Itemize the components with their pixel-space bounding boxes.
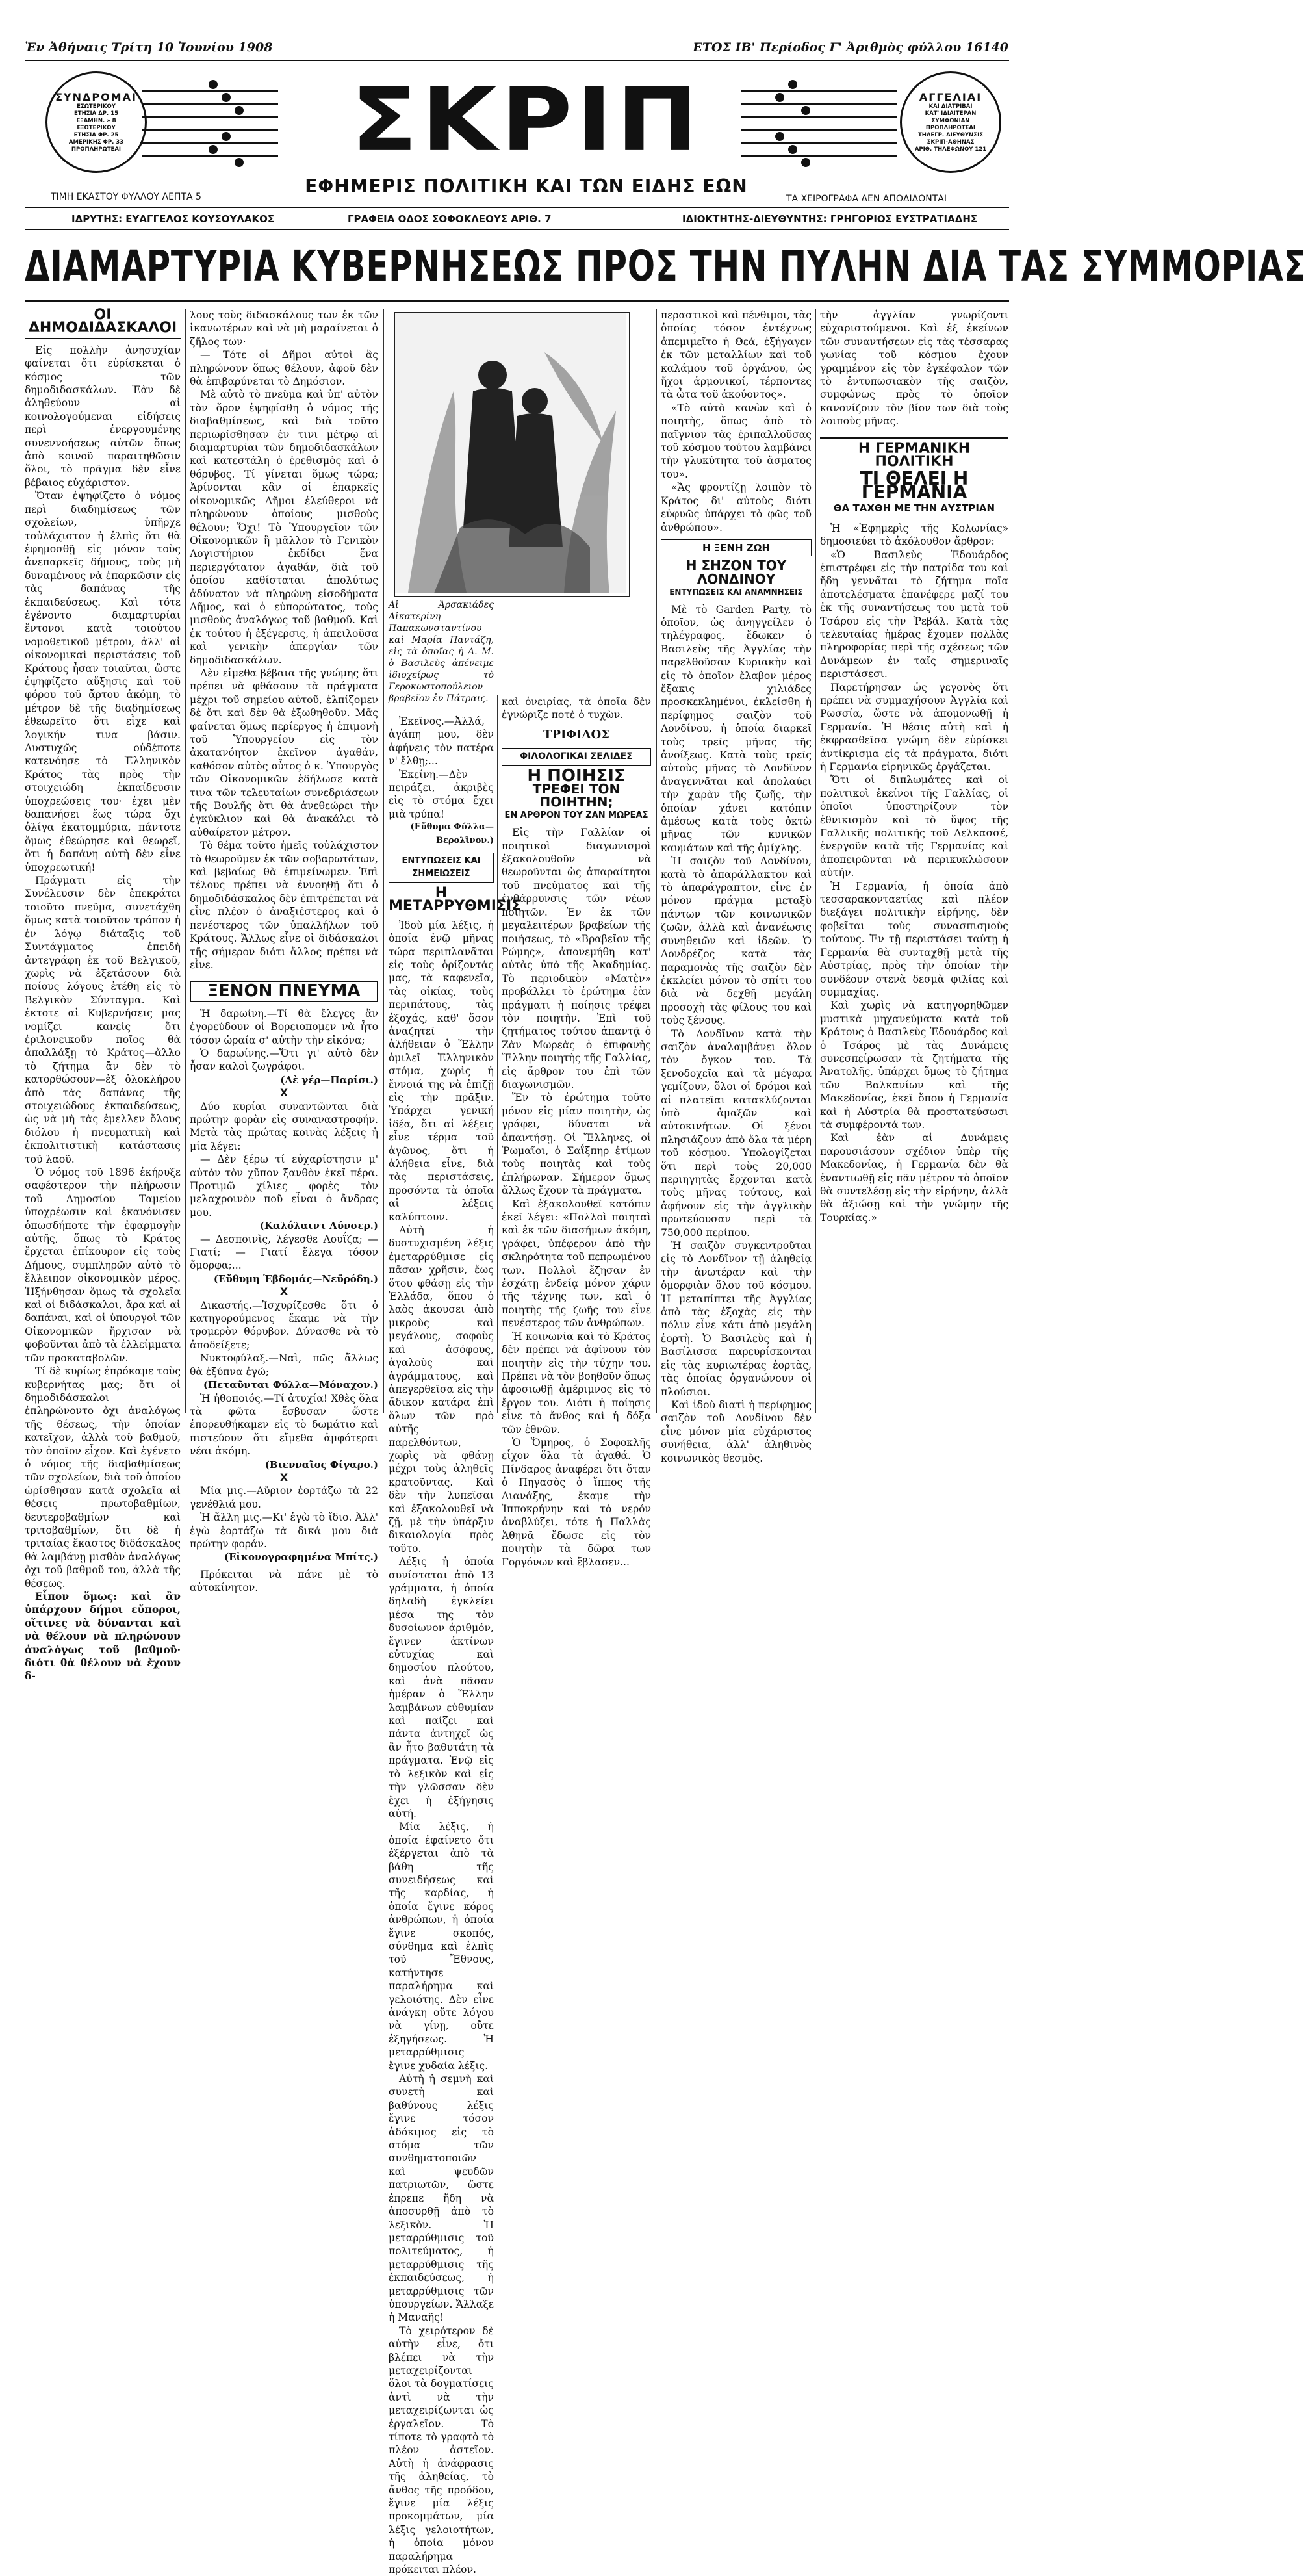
- advertisements-title: ΑΓΓΕΛΙΑΙ: [919, 91, 982, 103]
- badge-line: ΣΚΡΙΠ-ΑΘΗΝΑΣ: [927, 139, 975, 146]
- london-title: Η ΣΗΖΟΝ ΤΟΥ ΛΟΝΔΙΝΟΥ: [685, 558, 787, 587]
- owner-line: ΙΔΙΟΚΤΗΤΗΣ-ΔΙΕΥΘΥΝΤΗΣ: ΓΡΗΓΟΡΙΟΣ ΕΥΣΤΡΑΤΙΑΔΗΣ: [682, 213, 978, 225]
- paragraph: Εἰς τὴν Γαλλίαν οἱ ποιητικοὶ διαγωνισμοὶ ἐξακολουθοῦν νὰ θεωροῦνται ὡς ἀπαραίτητοι τοῦ πνεύματος καὶ τῆς ἐνθάρρυνσις τῶν νέων ποιητῶν. Ἐν ἐκ τῶν μεγαλειτέρων βραβείων τῆς ποιήσεως, τὸ «Βραβεῖον τῆς Ρώμης», ἀπονεμήθη κατ' αὐτὰς ὑπὸ τῆς Ἀκαδημίας. Τὸ περιοδικὸν «Ματὲν» προβάλλει τὸ ἐρώτημα ἐὰν πράγματι ἡ ποίησις τρέφει τὸν ποιητὴν. Ἐπὶ τοῦ ζητήματος τούτου ἀπαντᾷ ὁ Ζὰν Μωρεὰς ὁ ἐπιφανὴς Ἕλλην ποιητὴς τῆς Γαλλίας, εἰς ἄρθρον του ἐπὶ τῶν διαγωνισμῶν.: [502, 827, 651, 1090]
- paragraph: Μὲ τὸ Garden Party, τὸ ὁποῖον, ὡς ἀνηγγείλεν ὁ τηλέγραφος, ἔδωκεν ὁ Βασιλεὺς τῆς Ἀγγλίας τὴν παρελθοῦσαν Κυριακὴν καὶ εἰς τὸ ὁποῖον ἔλαβον μέρος ἕξακις χιλιάδες προσκεκλημένοι, ἐκλείσθη ἡ περίφημος σαιζὸν τοῦ Λονδίνου, ἡ ὁποία διαρκεῖ τοὺς τρεῖς μῆνας τῆς ἀνοίξεως. Κατὰ τοὺς τρεῖς αὐτοὺς μῆνας τὸ Λονδῖνον ἀναγεννᾶται καὶ ἀπολαύει τὴν χαρὰν τῆς ζωῆς, τὴν ὁποίαν χάνει κατόπιν ἀμέσως κατὰ τοὺς ὀκτὼ μῆνας τῶν κυνικῶν καυμάτων καὶ τῆς ὀμίχλης.: [661, 603, 812, 854]
- paragraph: Παρετήρησαν ὡς γεγονὸς ὅτι πρέπει νὰ συμμαχήσουν Ἀγγλία καὶ Ρωσσία, ὥστε νὰ ἀπομονωθῇ ἡ Γερμανία. Ἡ θέσις αὐτὴ καὶ ἡ ἐκφρασθεῖσα γνώμη δὲν εὑρίσκει ἀντίκρισμα εἰς τὰ πράγματα, διότι ἡ Γερμανία εἰρηνικῶς ἐργάζεται.: [820, 681, 1008, 773]
- poetry-subtitle: ΤΡΕΦΕΙ ΤΟΝ ΠΟΙΗΤΗΝ;: [532, 781, 621, 810]
- founder-line: ΙΔΡΥΤΗΣ: ΕΥΑΓΓΕΛΟΣ ΚΟΥΣΟΥΛΑΚΟΣ: [71, 213, 275, 225]
- masthead-title: ΣΚΡΙΠ: [351, 69, 702, 172]
- joke-source: (Βιενναῖος Φίγαρο.): [264, 1458, 378, 1471]
- article-title: ΟΙ ΔΗΜΟΔΙΔΑΣΚΑΛΟΙ: [25, 309, 181, 339]
- foreign-wit-title: ΞΕΝΟΝ ΠΝΕΥΜΑ: [190, 981, 378, 1001]
- reform-title: Η ΜΕΤΑΡΡΥΘΜΙΣΙΣ: [389, 884, 522, 915]
- paragraph: Ἡ Γερμανία, ἡ ὁποία ἀπὸ τεσσαρακονταετίας καὶ πλέον διεξάγει πολιτικὴν εἰρήνης, δὲν φοβεῖται τοὺς συνασπισμοὺς τούτους. Ἐν τῇ περιστάσει ταύτῃ ἡ Γερμανία θὰ συνταχθῇ μετὰ τῆς Αὐστρίας, πρὸς τὴν ὁποίαν τὴν συνδέουν στενὰ δεσμὰ φιλίας καὶ συμμαχίας.: [820, 880, 1008, 998]
- paragraph: Πράγματι εἰς τὴν Συνέλευσιν δὲν ἐπεκράτει τοιοῦτο πνεῦμα, συνετάχθη ὅμως κατὰ τοιοῦτον τρόπον ἡ ἐν λόγῳ διάταξις τοῦ Συντάγματος ἐπειδὴ ἀντεγράφη ἐκ τοῦ Βελγικοῦ, χωρὶς νὰ ἐξετάσουν διὰ ποίους λόγους ἐτέθη εἰς τὸ Βελγικὸν Σύνταγμα. Καὶ ἐκτοτε αἱ Κυβερνήσεις μας νομίζει κανεὶς ὅτι ἐριλονεικοῦν ποῖος θὰ ἀπαλλάξῃ τὸ Κράτος—ἄλλο τὸ ζήτημα ἂν δὲν τὸ κατορθώσουν—ἐξ ὁλοκλήρου ἀπὸ τὰς δαπάνας τῆς στοιχειώδους ἐκπαιδεύσεως, ὡς νὰ μὴ τὰς ἐμελλεν ὅλους διόλου ἡ πνευματικὴ καὶ ἐκπολιτιστικὴ κατάστασις τοῦ λαοῦ.: [25, 875, 181, 1165]
- badge-line: ΠΡΟΠΛΗΡΩΤΕΑΙ: [71, 146, 122, 153]
- paragraph: περαστικοὶ καὶ πένθιμοι, τὰς ὁποίας τόσον ἐντέχνως ἀπεμιμεῖτο ἡ Θεά, ἐξήγαγεν ἐκ τῶν μεταλλίων καὶ τοῦ καλάμου τοῦ ὀργάνου, ὡς ἤχοι ἁρμονικοί, τέρποντες τὰ ὦτα τοῦ ἀκούοντος».: [661, 309, 812, 401]
- joke-source: (Πεταῦνται Φύλλα—Μόναχον.): [203, 1379, 378, 1391]
- signature: ΤΡΙΦΙΛΟΣ: [543, 727, 609, 741]
- badge-line: ΠΡΟΠΛΗΡΩΤΕΑΙ: [925, 125, 976, 131]
- portrait-figures-icon: [395, 313, 626, 593]
- paragraph: Καὶ ἰδοὺ διατὶ ἡ περίφημος σαιζὸν τοῦ Λονδίνου δὲν εἶνε μόνον μία εὐχάριστος συνήθεια, ἀλλ' ἀληθινὸς κοινωνικὸς θεσμὸς.: [661, 1398, 812, 1464]
- joke: Νυκτοφύλαξ.—Ναὶ, πῶς ἄλλως θὰ ἐξύπνα ἐγώ;: [190, 1352, 378, 1378]
- paragraph: Εἶπον ὅμως: καὶ ἂν ὑπάρχουν δήμοι εὔποροι, οἵτινες νὰ δύνανται καὶ νὰ θέλουν νὰ πληρώνουν ἀναλόγως τοῦ βαθμοῦ· διότι θὰ θέλουν νὰ ἔχουν δ-: [25, 1590, 181, 1682]
- joke: Ἡ ἡθοποιός.—Τί ἀτυχία! Χθὲς ὅλα τὰ φῶτα ἔσβυσαν ὥστε ἐπορευθήκαμεν εἰς τὸ δωμάτιο καὶ πιστεύουν ὅτι εἴμεθα ἀμφότεραι νέαι ἀκόμη.: [190, 1392, 378, 1458]
- joke-source: (Εἰκονογραφημένα Μπίτς.): [224, 1551, 378, 1564]
- dialog-line: Ἐκείνη.—Δὲν πειράζει, ἀκριβὲς εἰς τὸ στόμα ἔχει μιὰ τρύπα!: [389, 768, 494, 820]
- headline-rule: [25, 300, 1009, 302]
- dialog-source: (Εὔθυμα Φύλλα—Βερολῖνον.): [410, 822, 494, 845]
- german-policy-title: Η ΓΕΡΜΑΝΙΚΗ ΠΟΛΙΤΙΚΗ: [820, 437, 1008, 469]
- article-teachers-continued: [190, 309, 378, 1594]
- column-divider: [185, 309, 186, 1413]
- german-policy-article: [820, 309, 1008, 1413]
- masthead-subtitle: ΕΦΗΜΕΡΙΣ ΠΟΛΙΤΙΚΗ ΚΑΙ ΤΩΝ ΕΙΔΗΣ ΕΩΝ: [305, 175, 748, 197]
- column-divider: [815, 309, 816, 1413]
- manuscripts-note: ΤΑ ΧΕΙΡΟΓΡΑΦΑ ΔΕΝ ΑΠΟΔΙΔΟΝΤΑΙ: [786, 194, 947, 204]
- joke: Μία μις.—Αὔριον ἑορτάζω τὰ 22 γενέθλιά μου.: [190, 1485, 378, 1510]
- reform-article: [389, 599, 522, 2576]
- paragraph: «Ὁ Βασιλεὺς Ἐδουάρδος ἐπιστρέφει εἰς τὴν πατρίδα του καὶ ἤδη γεννᾶται τὸ ζήτημα ποῖα ἀποτελέσματα ἐπανέφερε μαζί του ἐκ τῆς συναντήσεως του μετὰ τοῦ Τσάρου εἰς τὴν Ῥεβάλ. Κατὰ τὰς τελευταίας ἡμέρας ἔχομεν πολλὰς πληροφορίας περὶ τῆς σχέσεως τῶν Δυνάμεων ἐν ταῖς σημεριναῖς περιστάσεσι.: [820, 548, 1008, 680]
- poetry-article: [502, 695, 651, 1568]
- badge-line: ΕΤΗΣΙΑ ΔΡ. 15: [73, 110, 119, 117]
- separator-x: X: [279, 1471, 288, 1484]
- paragraph: «Ἄς φροντίζῃ λοιπὸν τὸ Κράτος δι' αὐτοὺς διότι εὐφυῶς ὑπάρχει τὸ φῶς τοῦ ἀνθρώπου».: [661, 482, 812, 534]
- paragraph: — Τότε οἱ Δῆμοι αὐτοὶ ἂς πληρώνουν ὅπως θέλουν, ἀφοῦ δὲν θὰ ἐπιβαρύνεται τὸ Δημόσιον.: [190, 349, 378, 388]
- london-article: [661, 309, 812, 1464]
- joke: Ἡ δαρωίνη.—Τί θὰ ἔλεγες ἂν ἐγορεύδουν οἱ Βορειοπομεν νὰ ἦτο τόσον ὡραία σ' αὐτὴν τὴν εἰκόνα;: [190, 1007, 378, 1046]
- joke: — Δὲν ξέρω τί εὐχαρίστησιν μ' αὐτὸν τὸν χῦπον ξανθὸν ἐκεῖ πέρα. Προτιμῶ χίλιες φορὲς τὸν μελαχροινὸν ποῦ εἶναι ὁ ἄνδρας μου.: [190, 1153, 378, 1218]
- paragraph: Λέξις ἡ ὁποία συνίσταται ἀπὸ 13 γράμματα, ἡ ὁποία δηλαδὴ ἐγκλείει μέσα της τὸν δυσοίωνον ἀριθμόν, ἔγινεν ἀκτίνων εὐτυχίας καὶ δημοσίου πλούτου, καὶ ἀνὰ πᾶσαν ἡμέραν ὁ Ἕλλην λαμβάνων εὐθυμίαν καὶ παίζει καὶ πάντα ἀντηχεῖ ὡς ἂν ἦτο βαθυτάτη τὰ πράγματα. Ἐνῷ εἰς τὸ λεξικὸν καὶ εἰς τὴν γλῶσσαν δὲν ἔχει ἡ ἐξήγησις αὐτή.: [389, 1556, 494, 1820]
- poetry-title: Η ΠΟΙΗΣΙΣ: [527, 766, 626, 786]
- separator-x: X: [279, 1087, 288, 1100]
- separator-x: X: [279, 1286, 288, 1298]
- badge-line: ΕΣΩΤΕΡΙΚΟΥ: [77, 103, 116, 110]
- badge-line: ΚΑΤ' ΙΔΙΑΙΤΕΡΑΝ: [925, 110, 977, 117]
- joke-source: (Δὲ γέρ—Παρίσι.): [280, 1074, 378, 1086]
- paragraph: Ὁ νόμος τοῦ 1896 ἐκήρυξε σαφέστερον τὴν πλήρωσιν τοῦ Δημοσίου Ταμείου ὑποχρέωσιν καὶ ἐκανόνισεν ὁπωσδήποτε τὴν ἐφαρμογὴν αὐτῆς, ὅπως τὸ Κράτος ἔρχεται ἐπίκουρον εἰς τοὺς Δήμους, συμπληρῶν αὐτὸ τὸ ἔλλειπον οἰκονομικὸν μέρος. Ἠξήνθησαν ὅμως τὰ σχολεῖα καὶ οἱ διδάσκαλοι, ἄρα καὶ αἱ δαπάναι, καὶ οἱ ὑπουργοὶ τῶν Οἰκονομικῶν ἤρχισαν νὰ φοβοῦνται ἀπὸ τὰ ἐλλείμματα τῶν προκαταβολῶν.: [25, 1166, 181, 1364]
- german-policy-byline: ΘΑ ΤΑΧΘΗ ΜΕ ΤΗΝ ΑΥΣΤΡΙΑΝ: [833, 502, 995, 515]
- badge-line: ΕΤΗΣΙΑ ΦΡ. 25: [73, 132, 119, 138]
- top-rule: [25, 60, 1009, 61]
- london-subtitle: ΕΝΤΥΠΩΣΕΙΣ ΚΑΙ ΑΝΑΜΝΗΣΕΙΣ: [669, 587, 803, 597]
- paragraph: Μὲ αὐτὸ τὸ πνεῦμα καὶ ὑπ' αὐτὸν τὸν ὅρον ἐψηφίσθη ὁ νόμος τῆς διαβαθμίσεως, καὶ διὰ τοῦτο περιωρίσθησαν ἐν τινι μέτρῳ αἱ διαμαρτυρίαι τῶν δημοδιδασκάλων καὶ κατεστάλη ὁ ἐρεθισμὸς καὶ ὁ θόρυβος. Τί γίνεται ὅμως τώρα; Ἀρίνονται κἂν οἱ ἐπαρκεῖς οἰκονομικῶς Δῆμοι ἐλεύθεροι νὰ πληρώνουν ὁποίους μισθοὺς θέλουν; Ὄχι! Τὸ Ὑπουργεῖον τῶν Οἰκονομικῶν ἢ μᾶλλον τὸ Γενικὸν Λογιστήριον ἐκδίδει ἕνα περιεργότατον ἀγαθάν, διὰ τοῦ ὁποίου καθίσταται ἀπολύτως ἀδύνατον νὰ πληρώνῃ εἰσοδήματα Δῆμος, καὶ ὁ εὐπορώτατος, τοὺς μισθοὺς ἀναλόγως τοῦ βαθμοῦ. Καὶ ἐκ τούτου ἡ ἐξέγερσις, ἡ ἀπειλοῦσα καὶ γενικὴν ἀπεργίαν τῶν δημοδιδασκάλων.: [190, 389, 378, 666]
- issue-line: ΕΤΟΣ ΙΒ' Περίοδος Γ' Ἀριθμὸς φύλλου 16140: [693, 40, 1008, 55]
- paragraph: Ὅταν ἐψηφίζετο ὁ νόμος περὶ διαδημίσεως τῶν σχολείων, ὑπῆρχε τοὐλάχιστον ἡ ἐλπὶς ὅτι θὰ ἐφημοσθῇ εἰς μόνον τοὺς ἀνεπαρκεῖς δήμους, τοὺς μὴ δυναμένους νὰ ἐπαρκῶσιν εἰς τὰς δαπάνας τῆς ἐκπαιδεύσεως. Καὶ τότε ἐγένοντο διαμαρτυρίαι ἔντονοι κατὰ τοιούτου νομοθετικοῦ μέτρου, ἀλλ' αἱ οἰκονομικαὶ περιστάσεις τοῦ Κράτους ἦσαν τοιαῦται, ὥστε ἐψηφίζετο αὔξησις καὶ τοῦ φόρου τοῦ ἄρτου ἀκόμη, τὸ μέτρον δὲ τῆς διαδημίσεως ἐθεωρεῖτο ὅτι εἶχε καὶ λογικήν τινα βάσιν. Δυστυχῶς οὐδέποτε κατενόησε τὸ Ἑλληνικὸν Κράτος τὰς πρὸς τὴν στοιχειώδη ἐκπαίδευσιν ὑποχρεώσεις του· ἐχει μὲν δαπανήσει ἕως τώρα ὄχι ὀλίγα ἑκατομμύρια, πάντοτε ὅμως ἐθεώρησε καὶ θεωρεῖ, ὅτι ἡ δαπάνη αὐτὴ δὲν εἶνε ὑποχρεωτική!: [25, 490, 181, 873]
- badge-line: ΤΗΛΕΓΡ. ΔΙΕΥΘΥΝΣΙΣ: [917, 132, 984, 138]
- badge-line: ΑΜΕΡΙΚΗΣ ΦΡ. 33: [68, 139, 124, 146]
- joke: — Δεσποινὶς, λέγεσθε Λουΐζα; — Γιατί; — Γιατί ἔλεγα τόσον ὄμορφα;...: [190, 1233, 378, 1272]
- literary-box-title: ΦΙΛΟΛΟΓΙΚΑΙ ΣΕΛΙΔΕΣ: [502, 748, 651, 765]
- joke: Ἡ ἄλλη μις.—Κι' ἐγὼ τὸ ἴδιο. Ἀλλ' ἐγὼ ἑορτάζω τὰ δικά μου διὰ πρώτην φοράν.: [190, 1512, 378, 1550]
- paragraph: Εἰς πολλὴν ἀνησυχίαν φαίνεται ὅτι εὑρίσκεται ὁ κόσμος τῶν δημοδιδασκάλων. Ἐὰν δὲ ἀληθεύουν αἱ κοινολογούμεναι εἰδήσεις περὶ ἐνεργουμένης συνεννοήσεως αὐτῶν ὅπως ἀπὸ κοινοῦ παραιτηθῶσιν ὅλοι, τὸ πρᾶγμα δὲν εἶνε βέβαιος εὐχάριστον.: [25, 344, 181, 489]
- joke-source: (Εὔθυμη Ἑβδομάς—Νεϋρόδη.): [213, 1272, 378, 1285]
- paragraph: Ὅτι οἱ διπλωμάτες καὶ οἱ πολιτικοὶ ἐκείνοι τῆς Γαλλίας, οἱ ὁποῖοι ὑποστηρίζουν τὸν ἐθνικισμὸν καὶ τὸ ὕψος τῆς Γαλλικῆς πολιτικῆς τοῦ Δελκασσέ, ἐνεργοῦν κατὰ τῆς Γερμανίας καὶ ἀποπειρῶνται νὰ περικυκλώσουν αὐτήν.: [820, 774, 1008, 879]
- paragraph: Ὁ Ὅμηρος, ὁ Σοφοκλῆς εἶχον ὅλα τὰ ἀγαθά. Ὁ Πίνδαρος ἀναφέρει ὅτι ὅταν ὁ Πηγασὸς ὁ ἵππος τῆς Διανάξης, ἔκαμε τὴν Ἱπποκρήνην καὶ τὸ νερόν ἀναβλύζει, τότε ἡ Παλλὰς Ἀθηνᾶ ἔδωσε εἰς τὸν ποιητὴν τὰ δῶρα των Γοργόνων καὶ ἔβλασεν...: [502, 1436, 651, 1568]
- advertisements-badge: [900, 71, 1001, 173]
- column-divider: [656, 309, 657, 1413]
- joke-source: (Καλόλαιντ Λύνσερ.): [259, 1220, 378, 1232]
- paragraph: Ἡ σαιζὸν συγκεντροῦται εἰς τὸ Λονδῖνον τῇ ἀληθείᾳ τὴν ἀνωτέραν καὶ τὴν ὁμορφιὰν ὅλου τοῦ κόσμου. Ἡ μεταπίπτει τῆς Ἀγγλίας ἀπὸ τὰς ἐξοχὰς εἰς τὴν πόλιν εἶνε κάτι ἀπὸ μεγάλη ἑορτὴ. Ὁ Βασιλεὺς καὶ ἡ Βασίλισσα παρευρίσκονται εἰς τὰς κυριωτέρας ἑορτὰς, τὰς ὁποίας ὀργανώνουν οἱ πλούσιοι.: [661, 1240, 812, 1398]
- paragraph: καὶ ὀνειρίας, τὰ ὁποῖα δὲν ἐγνώριζε ποτὲ ὁ τυχὼν.: [502, 696, 651, 721]
- paragraph: Καὶ ἐὰν αἱ Δυνάμεις παρουσιάσουν σχέδιον ὑπὲρ τῆς Μακεδονίας, ἡ Γερμανία δὲν θὰ ἐναντιωθῇ εἰς πᾶν μέτρον τὸ ὁποῖον θὰ συντελέσῃ εἰς τὴν εἰρήνην, ἀλλὰ θὰ ἀξιώσῃ καὶ τὴν γνώμην τῆς Τουρκίας.»: [820, 1132, 1008, 1224]
- paragraph: λους τοὺς διδασκάλους των ἐκ τῶν ἱκανωτέρων καὶ νὰ μὴ μαραίνεται ὁ ζῆλος των·: [190, 309, 378, 348]
- german-policy-subtitle: ΤΙ ΘΕΛΕΙ Η ΓΕΡΜΑΝΙΑ: [860, 468, 969, 503]
- staff-rule-top: [25, 207, 1009, 208]
- paragraph: Αὐτὴ ἡ σεμνὴ καὶ συνετὴ καὶ βαθύνους λέξις ἔγινε τόσον ἀδόκιμος εἰς τὸ στόμα τῶν συνθηματοποιῶν καὶ ψευδῶν πατριωτῶν, ὥστε ἐπρεπε ἤδη νὰ ἀποσυρθῇ ἀπὸ τὸ λεξικὸν. Ἡ μεταρρύθμισις τοῦ πολιτεύματος, ἡ μεταρρύθμισις τῆς ἐκπαιδεύσεως, ἡ μεταρρύθμισις τῶν ὑπουργείων. Ἄλλαξε ἡ Μαναῆς!: [389, 2073, 494, 2324]
- paragraph: Τὸ θέμα τοῦτο ἡμεῖς τοὐλάχιστον τὸ θεωροῦμεν ἐκ τῶν σοβαρωτάτων, καὶ βεβαίως θὰ ἐπιμείνωμεν. Ἐπὶ τέλους πρέπει νὰ ἐννοηθῇ ὅτι ὁ δημοδιδάσκαλος δὲν ἐπιτρέπεται νὰ εἶνε πλέον ὁ ἀναξιέστερος καὶ ὁ πενέστερος τῶν ὑπαλλήλων τοῦ Κράτους. Ἄλλως εἶνε οἱ διδάσκαλοι τῆς σήμερον διότι ἄλλος πρέπει νὰ εἶνε.: [190, 840, 378, 971]
- staff-rule-bottom: [25, 229, 1009, 230]
- paragraph: «Τὸ αὐτὸ κανὼν καὶ ὁ ποιητὴς, ὅπως ἀπὸ τὸ παῖγνιον τὰς ἐριπαλλοῦσας τοῦ κόσμου τούτου λαμβάνει τὴν γλυκύτητα τοῦ ἄσματος του».: [661, 402, 812, 480]
- column-divider: [497, 695, 498, 1413]
- paragraph: Ἰδοὺ μία λέξις, ἡ ὁποία ἐνῷ μῆνας τώρα περιπλανᾶται εἰς τοὺς ὁρίζοντάς μας, τὰ καφενεῖα, τὰς οἰκίας, τοὺς περιπάτους, τὰς ἐξοχάς, καθ' ὅσον ἀναζητεῖ τὴν ἀλήθειαν ὁ Ἕλλην ὁμιλεῖ Ἑλληνικὸν στόμα, χωρὶς ἡ ἔννοιά της νὰ ἐπιζῇ εἰς τὴν πρᾶξιν. Ὑπάρχει γενική ἰδέα, ὅτι αἱ λέξεις εἶνε τέρμα τοῦ ἀγῶνος, ὅτι ἡ ἀλήθεια εἶνε, διὰ τὰς περιστάσεις, προσόντα τὰ ὁποῖα αἱ λέξεις καλύπτουν.: [389, 919, 494, 1223]
- paragraph: Ἡ «Ἐφημερὶς τῆς Κολωνίας» δημοσιεύει τὸ ἀκόλουθον ἄρθρον:: [820, 522, 1008, 548]
- joke: Ὁ δαρωίνης.—Ὅτι γι' αὐτὸ δὲν ἦσαν καλοὶ ζωγράφοι.: [190, 1047, 378, 1073]
- paragraph: Αὐτὴ ἡ δυστυχισμένη λέξις ἐμεταρρύθμισε εἰς πᾶσαν χρῆσιν, ἕως ὅτου φθάσῃ εἰς τὴν Ἑλλάδα, ὅπου ὁ λαὸς ἀκουσει ἀπὸ μικροὺς καὶ μεγάλους, σοφοὺς καὶ ἀσόφους, ἀγαλοὺς καὶ ἀγράμματους, καὶ ἀπεγερθεῖσα εἰς τὴν ἄδικον κατάρα ἐπὶ ὅλων τῶν πρὸ αὐτῆς παρελθόντων, χωρὶς νὰ φθάνῃ μέχρι τοὺς ἀληθεῖς κρατοῦντας. Καὶ δὲν τὴν λυπεῖσαι καὶ ἐξακολουθεῖ νὰ ζῇ, μὲ τὴν ὑπάρξιν δικαιολογία πρὸς τοῦτο.: [389, 1224, 494, 1554]
- subscriptions-badge: [45, 71, 147, 173]
- subscriptions-title: ΣΥΝΔΡΟΜΑΙ: [55, 91, 137, 103]
- dialog-line: Ἐκεῖνος.—Ἀλλά, ἀγάπη μου, δὲν ἀφήνεις τὸν πατέρα ν' ἔλθῃ;...: [389, 715, 494, 767]
- photo-caption: Αἱ Ἀρσακιάδες Αἰκατερίνη Παπακωνσταντίνου καὶ Μαρία Παντάζη, εἰς τὰ ὁποῖας ἡ Α. Μ. ὁ Βασιλεὺς ἀπένειμε ἰδιοχείρως τὸ Γεροκωστοπούλειον βραβεῖον ἐν Πάτραις.: [389, 600, 494, 704]
- main-headline: ΔΙΑΜΑΡΤΥΡΙΑ ΚΥΒΕΡΝΗΣΕΩΣ ΠΡΟΣ ΤΗΝ ΠΥΛΗΝ ΔΙΑ ΤΑΣ ΣΥΜΜΟΡΙΑΣ: [25, 241, 1306, 291]
- offices-line: ΓΡΑΦΕΙΑ ΟΔΟΣ ΣΟΦΟΚΛΕΟΥΣ ΑΡΙΘ. 7: [348, 213, 552, 225]
- badge-line: ΑΡΙΘ. ΤΗΛΕΦΩΝΟΥ 121: [914, 146, 987, 153]
- paragraph: Δὲν εἰμεθα βέβαια τῆς γνώμης ὅτι πρέπει νὰ φθάσουν τὰ πράγματα μέχρι τοῦ σημείου αὐτοῦ, ἐλπίζομεν δὲ ὅτι καὶ δὲν θὰ ἐξωθηθοῦν. Μᾶς φαίνεται ὅμως περίεργος ἡ ἐπιμονὴ τοῦ Ὑπουργείου εἰς τὸν ἀκατανόητον ἐκεῖνον ἀγαθάν, καθόσον αὐτὸς οὗτος ὁ κ. Ὑπουργὸς τῶν Οἰκονομικῶν ἐδήλωσε κατὰ τινα τῶν τελευταίων συνεδριάσεων τῆς Βουλῆς ὅτι θὰ ἀνεθεώρει τὴν ἐγκύκλιον καὶ θὰ ἀνακάλει τὸ αὐθαίρετον μέτρον.: [190, 667, 378, 838]
- paragraph: Τὸ Λονδῖνον κατὰ τὴν σαιζὸν ἀναλαμβάνει ὅλον τὸν ὄγκον του. Τὰ ξενοδοχεῖα καὶ τὰ μέγαρα γεμίζουν, ὅλοι οἱ δρόμοι καὶ αἱ πλατεῖαι κατακλύζονται ὑπὸ ἁμαξῶν καὶ αὐτοκινήτων. Οἱ ξένοι πλησιάζουν ἀπὸ ὅλα τὰ μέρη τοῦ κόσμου. Ὑπολογίζεται ὅτι περὶ τοὺς 20,000 περιηγητὰς ἔρχονται κατὰ τοὺς μῆνας τούτους, καὶ ἀφήνουν εἰς τὴν ἀγγλικὴν πρωτεύουσαν περὶ τὰ 750,000 περίπου.: [661, 1027, 812, 1239]
- paragraph: Ἔν τὸ ἐρώτημα τοῦτο μόνον εἰς μίαν ποιητὴν, ὡς γράφει, δύναται νὰ ἀπαντήσῃ. Οἱ Ἕλληνες, οἱ Ῥωμαῖοι, ὁ Σαΐξπηρ ἐτίμων τοὺς ποιητὰς καὶ τοὺς ἐπλήρωναν. Σήμερον ὅμως ἄλλως ἔχουν τὰ πράγματα.: [502, 1092, 651, 1197]
- foreign-life-box-title: Η ΞΕΝΗ ΖΩΗ: [661, 539, 812, 556]
- paragraph: Τὸ χειρότερον δὲ αὐτὴν εἶνε, ὅτι βλέπει νὰ τὴν μεταχειρίζονται ὅλοι τὰ δογματίσεις ἀντὶ νὰ τὴν μεταχειρίζωνται ὡς ἐργαλεῖον. Τὸ τίποτε τὸ γραφτὸ τὸ πλέον ἀστεῖον. Αὐτὴ ἡ ἀνάφρασις τῆς ἀληθείας, τὸ ἄνθος τῆς προόδου, ἔγινε μία λέξις προκομμάτων, μία λέξις γελοιοτήτων, ἡ ὁποία μόνον παραλήρημα πρόκειται πλέον.: [389, 2325, 494, 2576]
- column-divider: [383, 309, 384, 1413]
- article-teachers: [25, 307, 181, 1682]
- date-line: Ἐν Ἀθήναις Τρίτη 10 Ἰουνίου 1908: [25, 40, 273, 55]
- paragraph: τὴν ἀγγλίαν γνωρίζοντι εὐχαριστούμενοι. Καὶ ἐξ ἐκείνων τῶν συναντήσεων εἰς τὰς τέσσαρας γωνίας τοῦ κόσμου ἔχουν γραμμένον εἰς τὸν ἐγκέφαλον τῶν τὸ ἐντυπωσιακὸν τῆς σαιζὸν, συμφώνως πρὸς τὸ ὁποῖον κανονίζουν τὸν βίον των διὰ τοὺς λοιποὺς μῆνας.: [820, 309, 1008, 428]
- badge-line: ΚΑΙ ΔΙΑΤΡΙΒΑΙ: [928, 103, 973, 110]
- paragraph: Ἡ σαιζὸν τοῦ Λονδίνου, κατὰ τὸ ἀπαράλλακτον καὶ τὸ ἀπαράγραπτον, εἶνε ἐν μόνον πράγμα μεταξὺ πάντων τῶν κοινωνικῶν ζωῶν, ἀλλὰ καὶ ἀνανέωσις συνηθειῶν καὶ ἰδεῶν. Ὁ Λονδρέζος κατὰ τὰς παραμονὰς τῆς σαιζὸν δὲν ἐκκλείει μόνον τὸ σπίτι του διὰ νὰ δεχθῇ μεγάλη προσοχὴ τὰς φίλους του καὶ τοὺς ξένους.: [661, 855, 812, 1027]
- badge-line: ΣΥΜΦΩΝΙΑΝ: [931, 118, 970, 124]
- paragraph: Τί δὲ κυρίως ἐπρόκαμε τοὺς κυβερνήτας μας; ὅτι οἱ δημοδιδάσκαλοι ἐπληρώνοντο ὄχι ἀναλόγως τῆς θέσεως, τὴν ὁποίαν κατεῖχον, ἀλλὰ τοῦ βαθμοῦ, τὸν ὁποῖον εἶχον. Καὶ ἐγένετο ὁ νόμος τῆς διαβαθμίσεως τῶν σχολείων, διὰ τοῦ ὁποίου ὡρίσθησαν κατὰ σχολεῖα αἱ θέσεις πρωτοβαθμίων, δευτεροβαθμίων καὶ τριτοβαθμίων, ὅτι δὲ ἡ τριταίας ἕκαστος διδάσκαλος θὰ λαμβάνῃ μισθὸν ἀναλόγως ὄχι τοῦ βαθμοῦ του, ἀλλὰ τῆς θέσεως.: [25, 1365, 181, 1590]
- price-note: ΤΙΜΗ ΕΚΑΣΤΟΥ ΦΥΛΛΟΥ ΛΕΠΤΑ 5: [51, 192, 201, 202]
- notes-box-title: ΕΝΤΥΠΩΣΕΙΣ ΚΑΙ ΣΗΜΕΙΩΣΕΙΣ: [389, 853, 494, 883]
- joke: Δύο κυρίαι συναντῶνται διὰ πρώτην φορὰν εἰς συναναστροφήν. Μετὰ τὰς πρώτας κοινὰς λέξεις ἡ μία λέγει:: [190, 1100, 378, 1152]
- badge-line: ΕΞΩΤΕΡΙΚΟΥ: [77, 125, 116, 131]
- portrait-photo: [394, 312, 630, 597]
- paragraph: Μία λέξις, ἡ ὁποία ἐφαίνετο ὅτι ἐξέργεται ἀπὸ τὰ βάθη τῆς συνειδήσεως καὶ τῆς καρδίας, ἡ ὁποία ἔγινε κόρος ἀνθρώπων, ἡ ὁποία ἔγινε σκοπός, σύνθημα καὶ ἐλπὶς τοῦ Ἔθνους, κατήντησε παραλήρημα καὶ γελοιότης. Δὲν εἶνε ἀνάγκη οὔτε λόγου νὰ γίνῃ, οὔτε ἐξηγήσεως. Ἡ μεταρρύθμισις ἔγινε χυδαία λέξις.: [389, 1821, 494, 2072]
- badge-line: ΕΞΑΜΗΝ. » 8: [76, 118, 116, 124]
- paragraph: Καὶ ἐξακολουθεῖ κατόπιν ἐκεῖ λέγει: «Πολλοὶ ποιηταὶ καὶ ἐκ τῶν διασήμων ἀκόμη, γράφει, ὑπέφερον ἀπὸ τὴν σκληρότητα τοῦ πεπρωμένου των. Πολλοὶ ἔζησαν ἐν ἐσχάτῃ ἐνδείᾳ μόνον χάριν τῆς τέχνης των, καὶ ὁ ποιητὴς τῆς ζωῆς του εἶνε πενέστερος τῶν ἀνθρώπων.: [502, 1198, 651, 1330]
- poetry-byline: ΕΝ ΑΡΘΡΟΝ ΤΟΥ ΖΑΝ ΜΩΡΕΑΣ: [504, 810, 648, 820]
- joke: Πρόκειται νὰ πάνε μὲ τὸ αὐτοκίνητον.: [190, 1568, 378, 1594]
- paragraph: Ἡ κοινωνία καὶ τὸ Κράτος δὲν πρέπει νὰ ἀφίνουν τὸν ποιητὴν εἰς τὴν τύχην του. Πρέπει νὰ τὸν βοηθοῦν ὅπως ἀφοσιωθῇ ἀμέριμνος εἰς τὸ ἔργον του. Διότι ἡ ποίησις εἶνε τὸ ἄνθος καὶ ἡ δόξα τῶν ἐθνῶν.: [502, 1330, 651, 1436]
- paragraph: Καὶ χωρὶς νὰ κατηγορηθῶμεν μυστικὰ μηχανεύματα κατὰ τοῦ Κράτους ὁ Βασιλεὺς Ἐδουάρδος καὶ ὁ Τσάρος μὲ τὰς Δυνάμεις συνεσπείρωσαν τὰ ζητήματα τῆς Ἀνατολῆς, ὑπάρχει ὅμως τὸ ζήτημα τῶν Βαλκανίων καὶ τῆς Μακεδονίας, ἐκεῖ ὅπου ἡ Γερμανία καὶ ἡ Αὐστρία θὰ προστατεύσωσι τὰ συμφέροντά των.: [820, 999, 1008, 1131]
- joke: Δικαστής.—Ἰσχυρίζεσθε ὅτι ὁ κατηγορούμενος ἔκαμε νὰ τὴν τρομερὸν θόρυβον. Δύνασθε νὰ τὸ ἀποδείξετε;: [190, 1299, 378, 1351]
